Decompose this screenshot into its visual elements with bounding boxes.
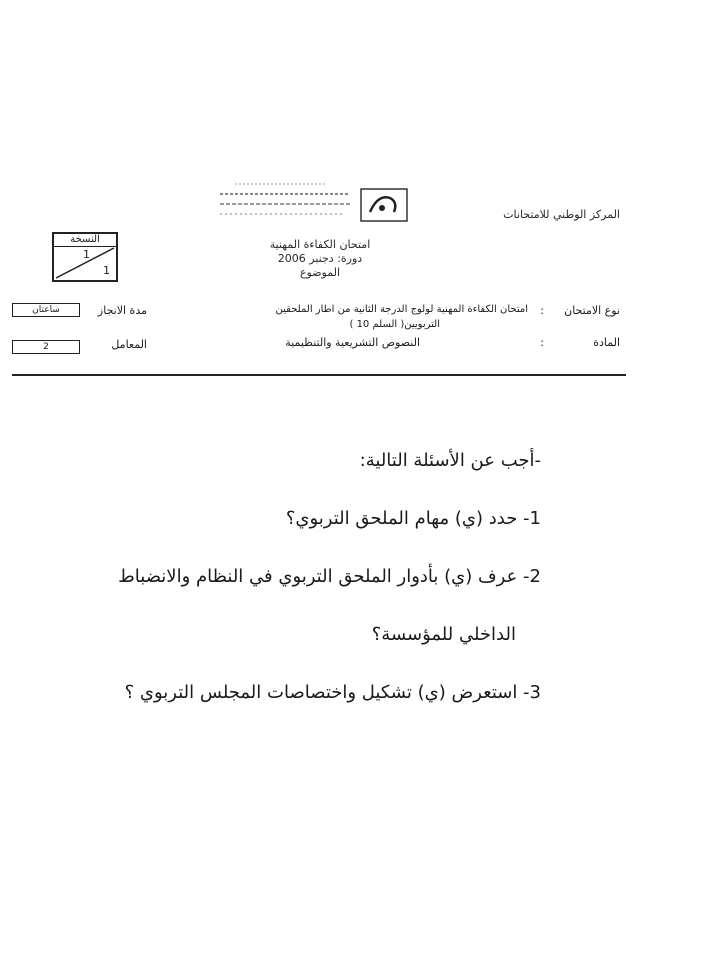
exam-type-value-line1: امتحان الكفاءة المهنية لولوج الدرجة الثانية من اطار الملحقين	[275, 304, 528, 315]
exam-type-colon: :	[540, 304, 544, 317]
coefficient-label: المعامل	[111, 338, 147, 351]
question-2-line1: 2- عرف (ي) بأدوار الملحق التربوي في النظام والانضباط	[118, 566, 541, 587]
copy-page-number: 1	[83, 248, 90, 261]
coefficient-value: 2	[12, 340, 80, 354]
question-3: 3- استعرض (ي) تشكيل واختصاصات المجلس التربوي ؟	[124, 682, 541, 703]
exam-title-block	[220, 238, 420, 280]
duration-value: ساعتان	[12, 303, 80, 317]
exam-session: دورة: دجنبر 2006	[277, 252, 363, 265]
question-2-line2: الداخلي للمؤسسة؟	[371, 624, 516, 645]
exam-type-label: نوع الامتحان	[564, 304, 620, 317]
copy-label: النسخة	[54, 234, 116, 247]
exam-type-value-line2: التربويين( السلم 10 )	[349, 319, 440, 330]
duration-label: مدة الانجاز	[97, 304, 147, 317]
copy-page-box	[52, 232, 118, 282]
ministry-logo	[360, 188, 408, 222]
subject-value: النصوص التشريعية والتنظيمية	[285, 336, 420, 349]
header-divider	[12, 374, 626, 376]
exam-title: امتحان الكفاءة المهنية	[269, 238, 371, 251]
subject-label: المادة	[593, 336, 620, 349]
questions-intro: -أجب عن الأسئلة التالية:	[359, 450, 541, 471]
question-1: 1- حدد (ي) مهام الملحق التربوي؟	[285, 508, 541, 529]
subject-colon: :	[540, 336, 544, 349]
ministry-header-faint	[215, 180, 355, 224]
copy-total-number: 1	[103, 264, 110, 277]
subject-heading: الموضوع	[299, 266, 341, 279]
center-name: المركز الوطني للامتحانات	[503, 208, 620, 221]
